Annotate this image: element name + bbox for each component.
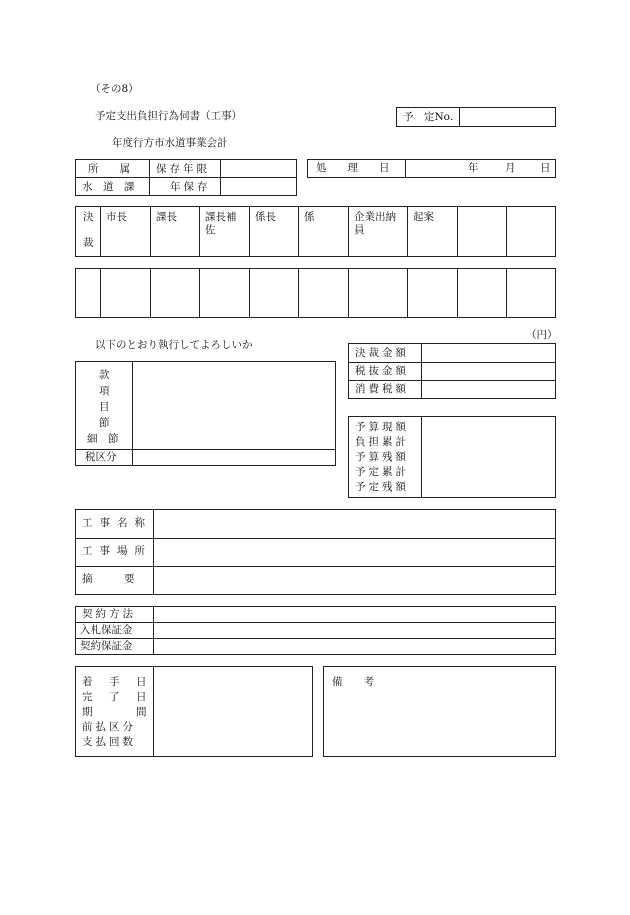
approver-subsection-chief: 係長 (255, 211, 276, 223)
setsu-label: 節 (99, 417, 110, 429)
consumption-tax-label: 消費税額 (355, 383, 409, 395)
retention-period-label: 保存年限 (156, 163, 210, 175)
month-label: 月 (505, 162, 516, 174)
pretax-amount-label: 税抜金額 (355, 365, 409, 377)
work-location-label: 工事場所 (82, 545, 152, 557)
approver-deputy-chief: 課長補 佐 (205, 211, 237, 236)
processing-date-row (307, 159, 556, 178)
completion-date-label: 完 了 日 (82, 691, 150, 703)
request-text: 以下のとおり執行してよろしいか (95, 339, 253, 351)
budget-current-label: 予算現額 (355, 421, 409, 433)
shozoku-label: 所 属 (88, 163, 130, 175)
kessai-label: 決 裁 (83, 211, 94, 249)
approver-drafter: 起案 (413, 211, 434, 223)
approval-stamp-row (75, 268, 556, 318)
fiscal-account-title: 年度行方市水道事業会計 (112, 137, 228, 149)
yotei-no-label: 予 定No. (403, 111, 454, 123)
planned-total-label: 予定累計 (355, 466, 409, 478)
period-label: 期 間 (82, 706, 150, 718)
summary-label: 摘 要 (82, 573, 135, 585)
remarks-label: 備 考 (332, 676, 374, 688)
work-name-label: 工事名称 (82, 517, 152, 529)
remarks-box (323, 666, 556, 757)
day-label: 日 (540, 162, 551, 174)
unit-label: （円） (526, 329, 558, 341)
prepayment-class-label: 前払区分 (82, 721, 136, 733)
saisetsu-label: 細 節 (87, 433, 119, 445)
yotei-no-box (396, 107, 556, 127)
amounts-table (348, 343, 556, 399)
retention-years-label: 年保存 (170, 181, 211, 193)
approver-mayor: 市長 (106, 211, 127, 223)
bid-deposit-label: 入札保証金 (80, 624, 133, 636)
department-table (75, 159, 297, 196)
contract-deposit-label: 契約保証金 (80, 640, 133, 652)
budget-remaining-label: 予算残額 (355, 451, 409, 463)
form-title: 予定支出負担行為伺書（工事） (95, 110, 242, 122)
start-date-label: 着 手 日 (82, 676, 150, 688)
burden-total-label: 負担累計 (355, 436, 409, 448)
schedule-table (75, 666, 313, 757)
approved-amount-label: 決裁金額 (355, 347, 409, 359)
moku-label: 目 (99, 401, 110, 413)
approval-header-row (75, 206, 556, 257)
approver-section-chief: 課長 (156, 211, 177, 223)
planned-remaining-label: 予定残額 (355, 481, 409, 493)
kan-label: 款 (99, 369, 110, 381)
work-table (75, 509, 556, 595)
contract-method-label: 契約方法 (82, 608, 136, 620)
contract-table (75, 606, 556, 655)
account-table (75, 361, 336, 466)
payment-count-label: 支払回数 (82, 736, 136, 748)
processing-date-label: 処 理 日 (316, 162, 390, 174)
kou-label: 項 (99, 385, 110, 397)
approver-treasurer: 企業出納 員 (354, 211, 396, 236)
sheet-number: （その8） (90, 83, 139, 95)
budget-table (348, 416, 556, 498)
department-name: 水 道 課 (82, 181, 135, 193)
tax-class-label: 税区分 (85, 451, 117, 463)
approver-staff: 係 (304, 211, 315, 223)
year-label: 年 (468, 162, 479, 174)
